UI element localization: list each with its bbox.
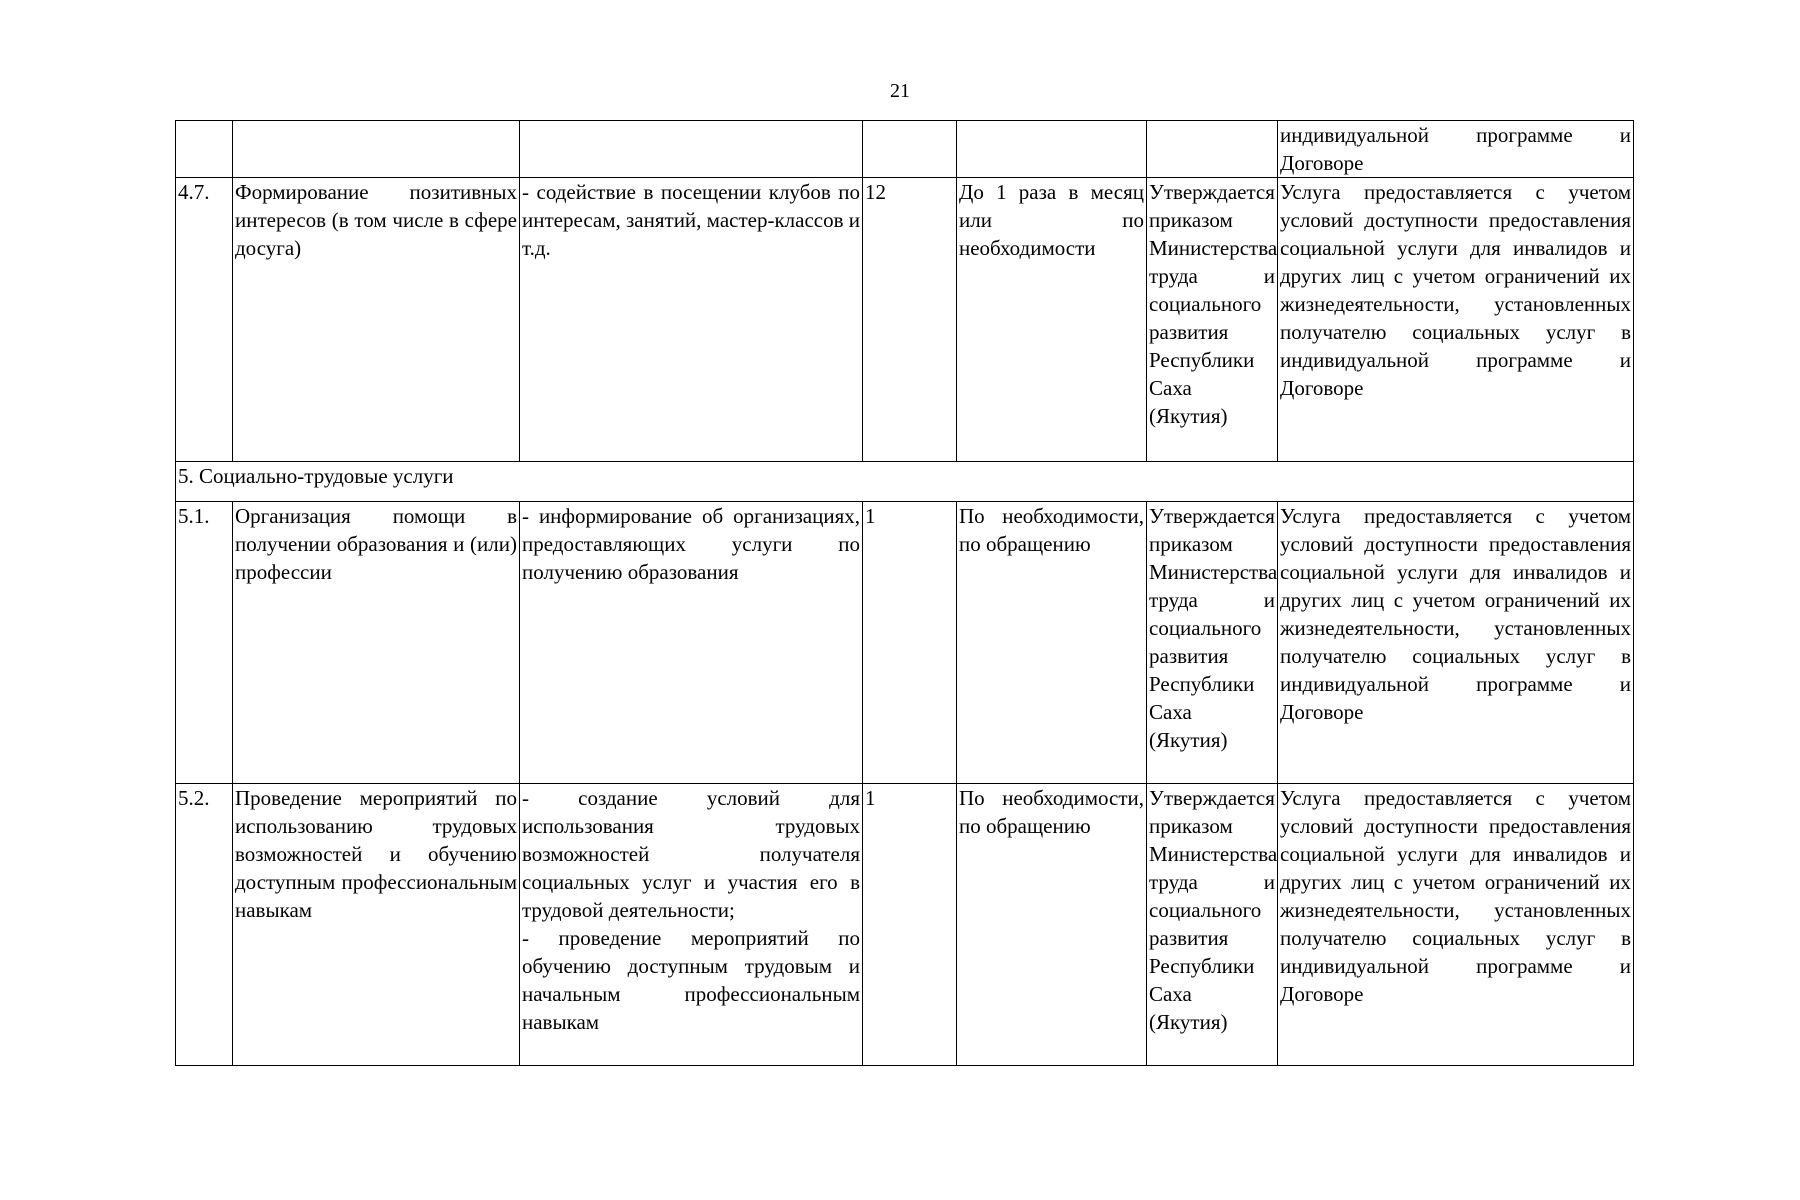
cell-approval: Утверждается приказом Министерства труда и социального развития Республики Саха (Якутия)	[1147, 178, 1278, 462]
cell-periodicity: До 1 раза в месяц или по необходимости	[957, 178, 1147, 462]
cell-periodicity: По необходимости, по обращению	[957, 784, 1147, 1066]
table-row-5-2	[176, 784, 1634, 1066]
cell-volume: 1	[863, 502, 957, 784]
cell-num	[176, 121, 233, 178]
cell-conditions: индивидуальной программе и Договоре	[1278, 121, 1634, 178]
cell-approval: Утверждается приказом Министерства труда и социального развития Республики Саха (Якутия)	[1147, 784, 1278, 1066]
cell-name: Организация помощи в получении образования и (или) профессии	[233, 502, 520, 784]
cell-description	[520, 784, 863, 1066]
cell-conditions: Услуга предоставляется с учетом условий доступности предоставления социальной услуги для инвалидов и других лиц с учетом ограничений их жизнедеятельности, установленных получателю социальных услуг в индивидуальной программе и Договоре	[1278, 502, 1634, 784]
table-row-5-1	[176, 502, 1634, 784]
services-table	[175, 120, 1634, 1066]
cell-description: - содействие в посещении клубов по интересам, занятий, мастер-классов и т.д.	[520, 178, 863, 462]
cell-volume	[863, 121, 957, 178]
cell-name: Проведение мероприятий по использованию трудовых возможностей и обучению доступным профессиональным навыкам	[233, 784, 520, 1066]
cell-description-text: - создание условий для использования трудовых возможностей получателя социальных услуг и участия его в трудовой деятельности; - проведение мероприятий по обучению доступным трудовым и начальным профессиональным навыкам	[522, 786, 860, 1034]
cell-name: Формирование позитивных интересов (в том числе в сфере досуга)	[233, 178, 520, 462]
section-title: 5. Социально-трудовые услуги	[176, 462, 1634, 502]
cell-num: 5.2.	[176, 784, 233, 1066]
cell-periodicity	[957, 121, 1147, 178]
cell-name	[233, 121, 520, 178]
cell-num: 4.7.	[176, 178, 233, 462]
page-number: 21	[890, 80, 910, 102]
cell-description: - информирование об организациях, предоставляющих услуги по получению образования	[520, 502, 863, 784]
cell-conditions: Услуга предоставляется с учетом условий доступности предоставления социальной услуги для инвалидов и других лиц с учетом ограничений их жизнедеятельности, установленных получателю социальных услуг в индивидуальной программе и Договоре	[1278, 178, 1634, 462]
cell-approval	[1147, 121, 1278, 178]
section-row-5	[176, 462, 1634, 502]
table-row-continuation	[176, 121, 1634, 178]
table-row-4-7	[176, 178, 1634, 462]
cell-periodicity: По необходимости, по обращению	[957, 502, 1147, 784]
cell-approval: Утверждается приказом Министерства труда и социального развития Республики Саха (Якутия)	[1147, 502, 1278, 784]
cell-num: 5.1.	[176, 502, 233, 784]
cell-description	[520, 121, 863, 178]
cell-volume: 12	[863, 178, 957, 462]
cell-volume: 1	[863, 784, 957, 1066]
cell-conditions: Услуга предоставляется с учетом условий доступности предоставления социальной услуги для инвалидов и других лиц с учетом ограничений их жизнедеятельности, установленных получателю социальных услуг в индивидуальной программе и Договоре	[1278, 784, 1634, 1066]
